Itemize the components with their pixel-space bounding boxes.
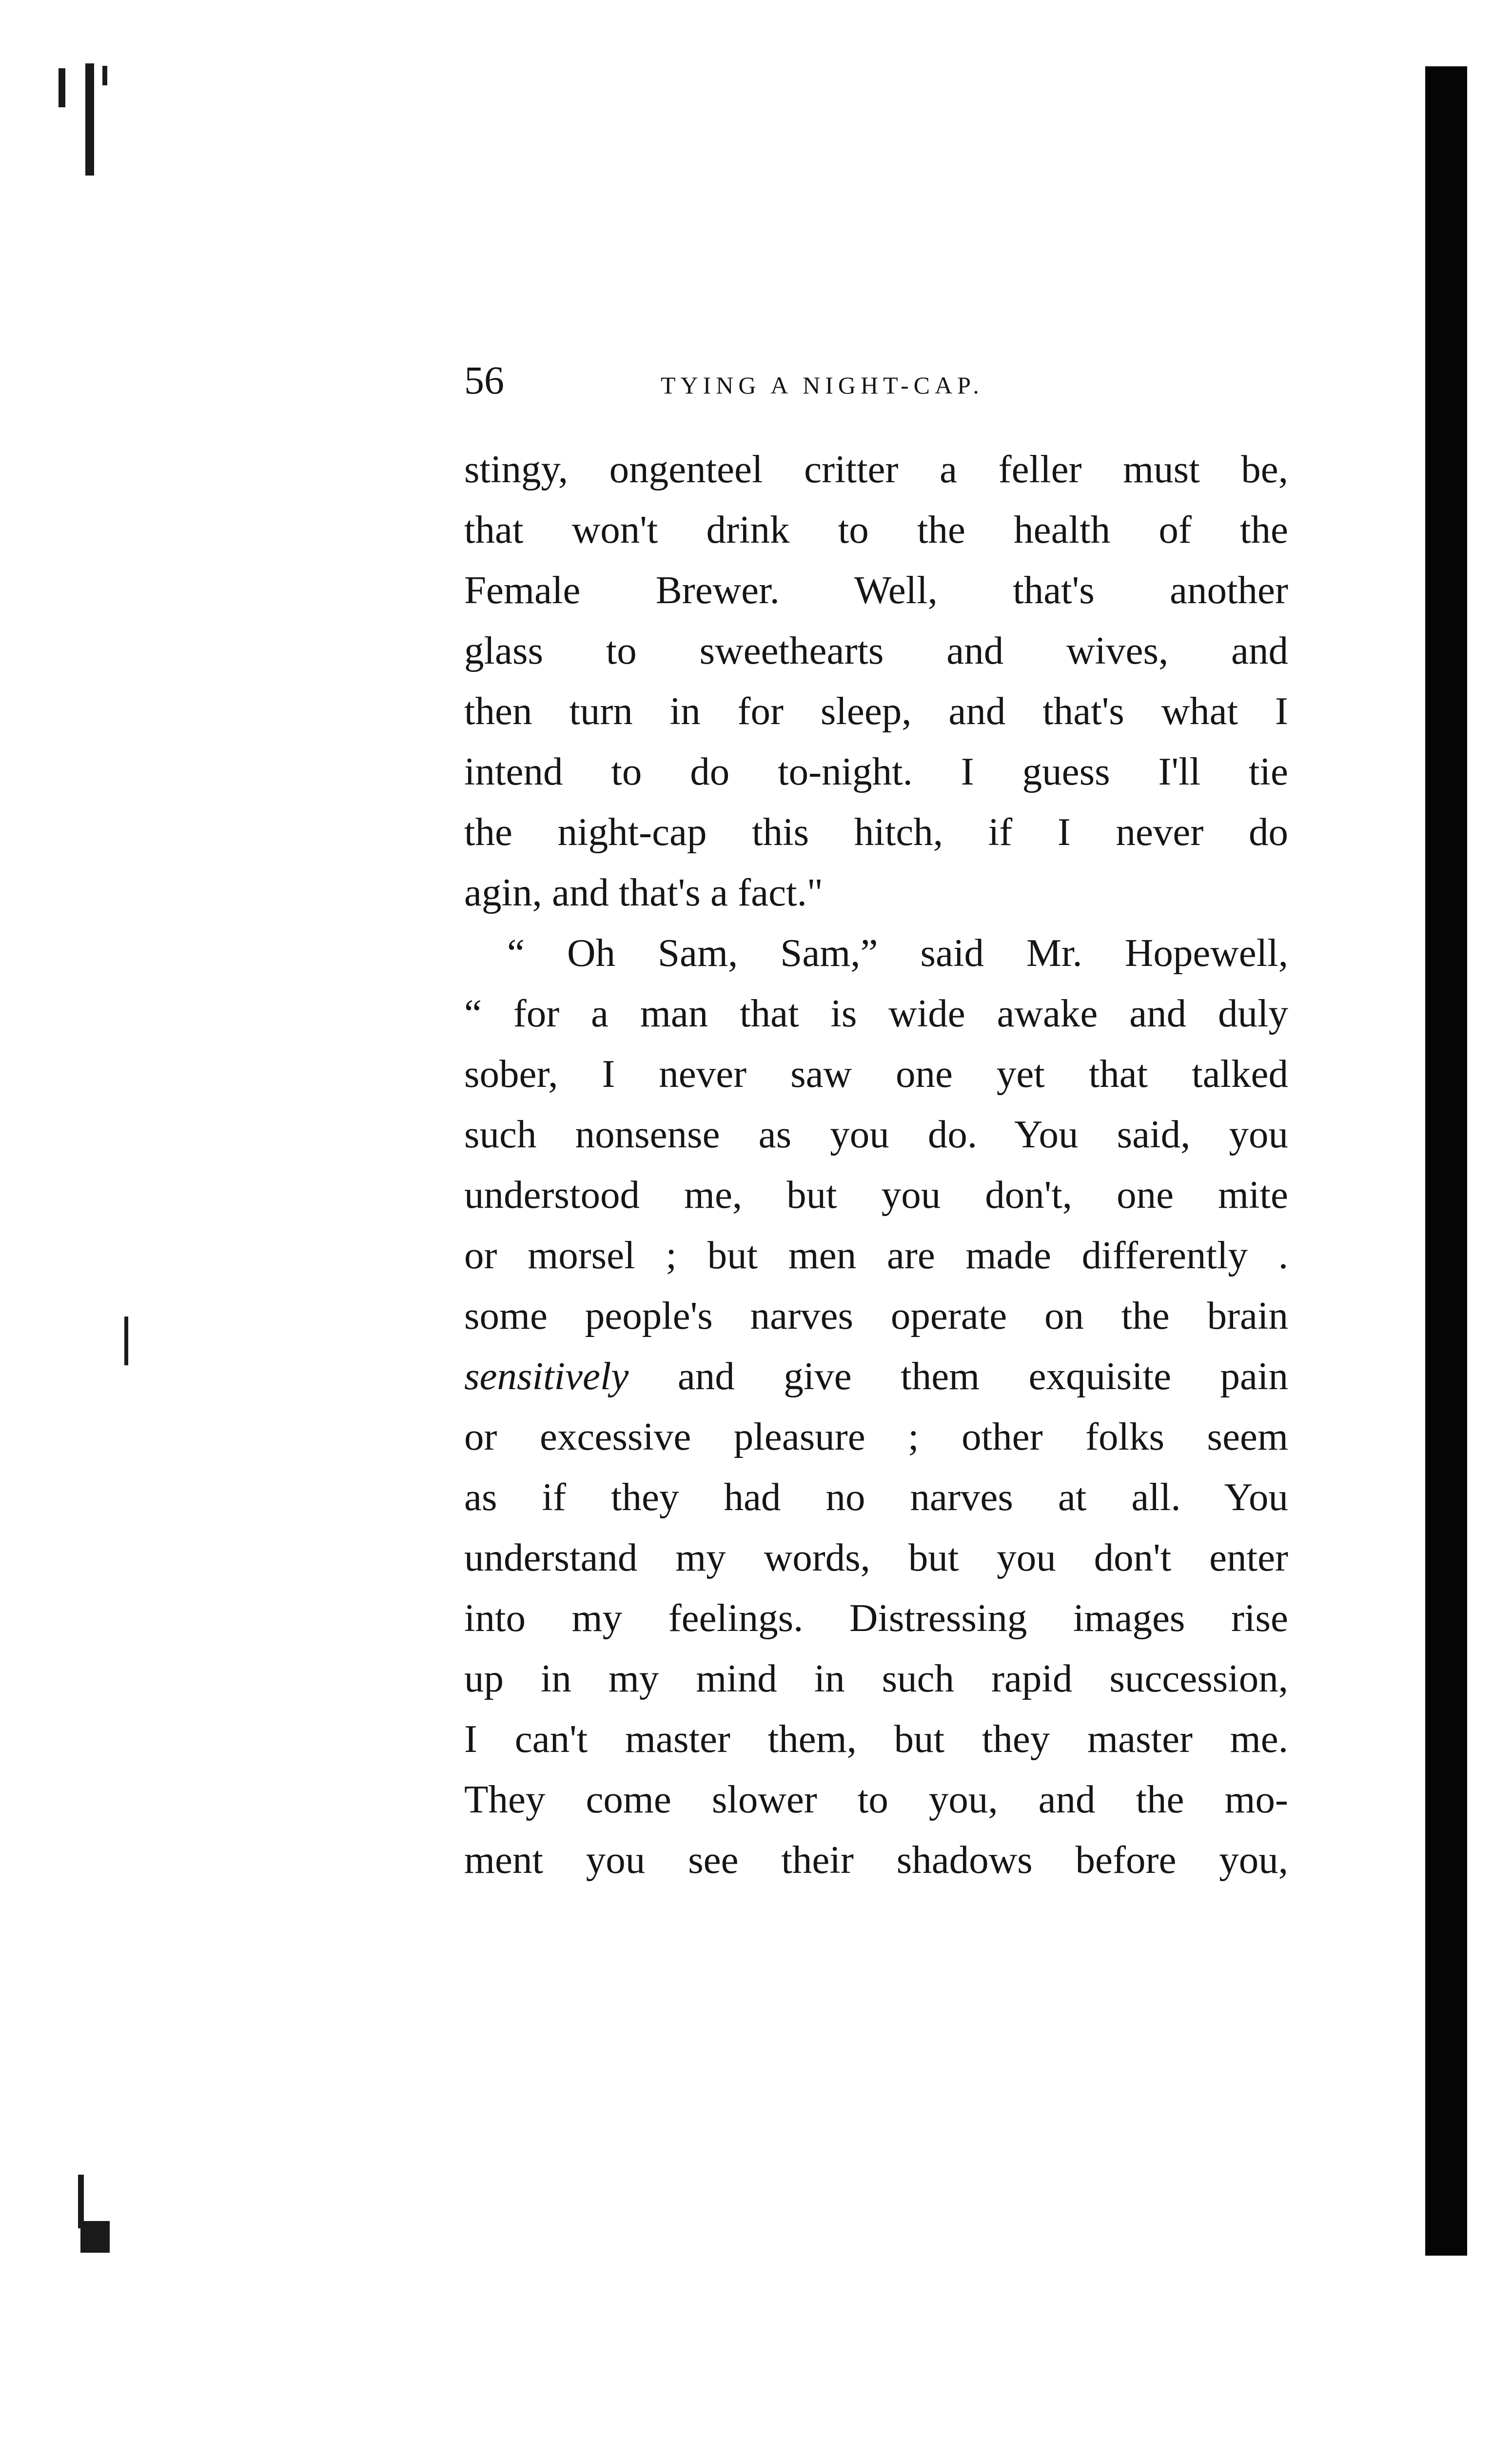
scan-artifact: [59, 68, 65, 107]
text-line: glass to sweethearts and wives, and: [464, 629, 1288, 672]
page-header: [464, 354, 1293, 407]
text-line: They come slower to you, and the mo-: [464, 1777, 1288, 1821]
text-line: intend to do to-night. I guess I'll tie: [464, 749, 1288, 793]
text-line: stingy, ongenteel critter a feller must be,: [464, 447, 1288, 491]
text-line: [464, 1346, 1288, 1406]
scan-artifact: [80, 2221, 110, 2253]
text-line-rest: and give them exquisite pain: [677, 1354, 1289, 1398]
text-line: “ Oh Sam, Sam,” said Mr. Hopewell,: [507, 931, 1288, 975]
text-line: or excessive pleasure ; other folks seem: [464, 1415, 1288, 1458]
scan-artifact: [124, 1317, 128, 1365]
text-line: that won't drink to the health of the: [464, 508, 1288, 551]
scan-artifact: [102, 66, 107, 85]
body-text: [464, 439, 1288, 1965]
text-line: agin, and that's a fact.": [464, 870, 823, 914]
scan-artifact: [78, 2175, 84, 2228]
text-line: or morsel ; but men are made differently .: [464, 1233, 1288, 1277]
text-line: into my feelings. Distressing images rise: [464, 1596, 1288, 1640]
text-line: then turn in for sleep, and that's what I: [464, 689, 1288, 733]
scan-edge-bar: [1425, 66, 1467, 2256]
running-head: TYING A NIGHT-CAP.: [661, 372, 984, 399]
text-line: such nonsense as you do. You said, you: [464, 1112, 1288, 1156]
page-number: 56: [464, 358, 504, 402]
text-line: some people's narves operate on the brain: [464, 1294, 1288, 1337]
text-line: understand my words, but you don't enter: [464, 1535, 1288, 1579]
text-line: as if they had no narves at all. You: [464, 1475, 1288, 1519]
text-line: “ for a man that is wide awake and duly: [464, 991, 1288, 1035]
text-line: I can't master them, but they master me.: [464, 1717, 1288, 1761]
text-line: the night-cap this hitch, if I never do: [464, 810, 1288, 854]
text-line: Female Brewer. Well, that's another: [464, 568, 1288, 612]
text-line: sober, I never saw one yet that talked: [464, 1052, 1288, 1096]
text-line: up in my mind in such rapid succession,: [464, 1656, 1288, 1700]
italic-word: sensitively: [464, 1354, 629, 1398]
text-line: understood me, but you don't, one mite: [464, 1173, 1288, 1217]
scan-artifact: [85, 63, 94, 176]
text-line: ment you see their shadows before you,: [464, 1838, 1288, 1882]
